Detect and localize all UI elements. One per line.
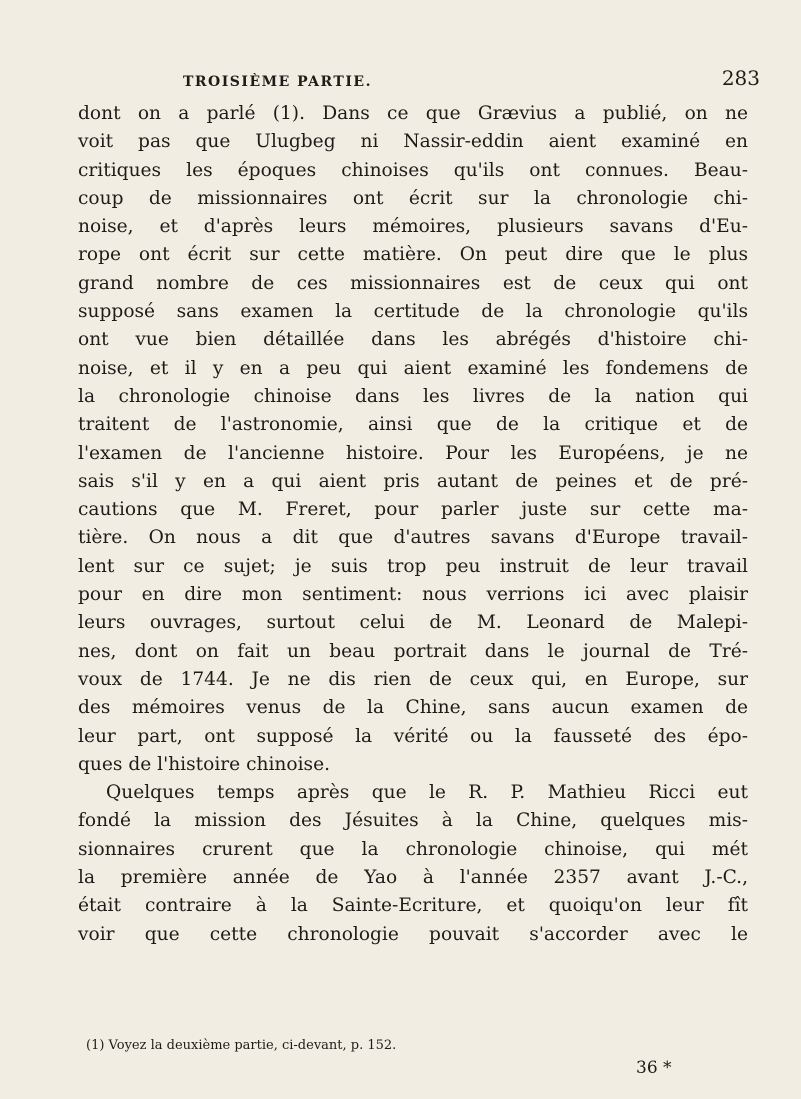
text-line: coup de missionnaires ont écrit sur la chronologie chi- bbox=[78, 187, 748, 209]
text-line: la première année de Yao à l'année 2357 avant J.-C., bbox=[78, 867, 748, 889]
text-line: sais s'il y en a qui aient pris autant de peines et de pré- bbox=[78, 470, 748, 492]
text-line: l'examen de l'ancienne histoire. Pour les Européens, je ne bbox=[78, 442, 748, 464]
page-number: 283 bbox=[721, 66, 760, 90]
text-line: pour en dire mon sentiment: nous verrions ici avec plaisir bbox=[78, 584, 748, 606]
page-header bbox=[70, 66, 760, 96]
text-line: voux de 1744. Je ne dis rien de ceux qui, en Europe, sur bbox=[78, 668, 748, 690]
text-line: supposé sans examen la certitude de la chronologie qu'ils bbox=[78, 301, 748, 323]
text-line: fondé la mission des Jésuites à la Chine, quelques mis- bbox=[78, 810, 748, 832]
text-line: voit pas que Ulugbeg ni Nassir-eddin aient examiné en bbox=[78, 131, 748, 153]
text-line: dont on a parlé (1). Dans ce que Grævius a publié, on ne bbox=[78, 103, 748, 124]
text-line: des mémoires venus de la Chine, sans aucun examen de bbox=[78, 697, 748, 719]
text-line: la chronologie chinoise dans les livres de la nation qui bbox=[78, 385, 748, 407]
text-line: cautions que M. Freret, pour parler juste sur cette ma- bbox=[78, 499, 748, 521]
text-line: lent sur ce sujet; je suis trop peu instruit de leur travail bbox=[78, 555, 748, 577]
text-line: noise, et d'après leurs mémoires, plusieurs savans d'Eu- bbox=[78, 216, 748, 238]
text-line: traitent de l'astronomie, ainsi que de la critique et de bbox=[78, 414, 748, 436]
text-line: était contraire à la Sainte-Ecriture, et quoiqu'on leur fît bbox=[78, 895, 748, 917]
text-line: grand nombre de ces missionnaires est de ceux qui ont bbox=[78, 272, 748, 294]
text-line: ont vue bien détaillée dans les abrégés d'histoire chi- bbox=[78, 329, 748, 351]
text-line: Quelques temps après que le R. P. Mathieu Ricci eut bbox=[106, 782, 748, 804]
text-line: voir que cette chronologie pouvait s'accorder avec le bbox=[78, 923, 748, 945]
text-line: leur part, ont supposé la vérité ou la fausseté des épo- bbox=[78, 725, 748, 747]
running-title: TROISIÈME PARTIE. bbox=[183, 74, 372, 90]
signature-mark: 36 * bbox=[636, 1058, 672, 1078]
text-line: nes, dont on fait un beau portrait dans le journal de Tré- bbox=[78, 640, 748, 662]
text-line: rope ont écrit sur cette matière. On peut dire que le plus bbox=[78, 244, 748, 266]
text-line: leurs ouvrages, surtout celui de M. Leonard de Malepi- bbox=[78, 612, 748, 634]
footnote: (1) Voyez la deuxième partie, ci-devant, p. 152. bbox=[86, 1038, 397, 1053]
text-line: critiques les époques chinoises qu'ils ont connues. Beau- bbox=[78, 159, 748, 181]
text-line: noise, et il y en a peu qui aient examiné les fondemens de bbox=[78, 357, 748, 379]
text-line: ques de l'histoire chinoise. bbox=[78, 753, 330, 775]
text-line: tière. On nous a dit que d'autres savans d'Europe travail- bbox=[78, 527, 748, 549]
body-text bbox=[78, 100, 748, 949]
text-line: sionnaires crurent que la chronologie chinoise, qui mét bbox=[78, 838, 748, 860]
